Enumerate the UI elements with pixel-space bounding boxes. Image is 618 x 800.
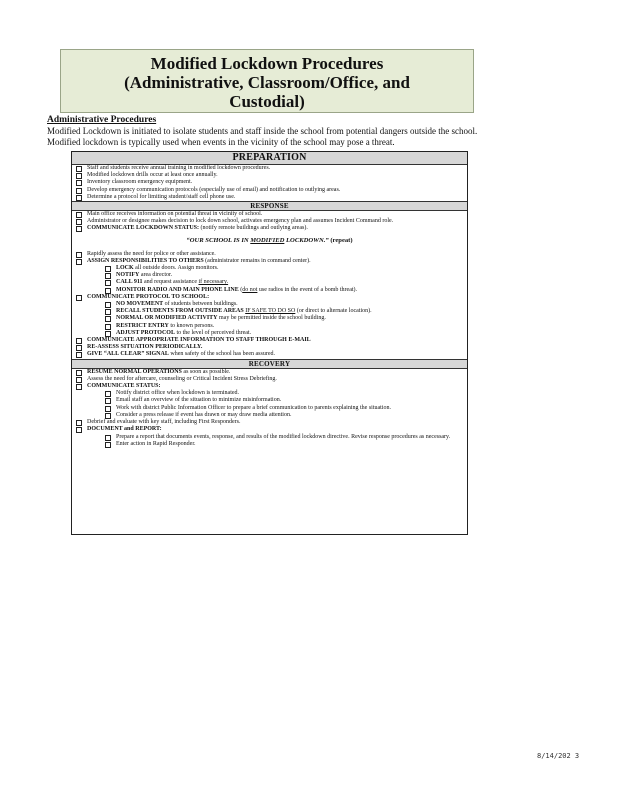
title-line-1: Modified Lockdown Procedures xyxy=(150,54,384,73)
checkbox-icon[interactable] xyxy=(105,413,111,419)
document-title xyxy=(60,49,474,113)
checkbox-icon[interactable] xyxy=(76,188,82,194)
list-item[interactable]: Prepare a report that documents events, response, and results of the modified lockdown directive. Revise response procedures as necessary. xyxy=(72,434,467,441)
procedures-table xyxy=(71,151,468,535)
checkbox-icon[interactable] xyxy=(76,352,82,358)
list-item[interactable]: Develop emergency communication protocols (especially use of email) and notification to outlying areas. xyxy=(72,187,467,194)
list-item[interactable]: ASSIGN RESPONSIBILITIES TO OTHERS (administrator remains in command center). xyxy=(72,258,467,265)
checkbox-icon[interactable] xyxy=(76,384,82,390)
list-item[interactable]: COMMUNICATE APPROPRIATE INFORMATION TO STAFF THROUGH E-MAIL xyxy=(72,337,467,344)
list-item[interactable]: GIVE “ALL CLEAR” SIGNAL when safety of the school has been assured. xyxy=(72,351,467,358)
checkbox-icon[interactable] xyxy=(76,252,82,258)
list-item[interactable]: CALL 911 and request assistance if necessary. xyxy=(72,279,467,286)
checkbox-icon[interactable] xyxy=(105,309,111,315)
footer-date: 8/14/202 3 xyxy=(537,752,580,760)
checkbox-icon[interactable] xyxy=(105,316,111,322)
list-item[interactable]: NOTIFY area director. xyxy=(72,272,467,279)
list-item[interactable]: DOCUMENT and REPORT: xyxy=(72,426,467,433)
list-item[interactable]: Assess the need for aftercare, counseling or Critical Incident Stress Debriefing. xyxy=(72,376,467,383)
list-item[interactable]: Work with district Public Information Officer to prepare a brief communication to parents explaining the situation. xyxy=(72,405,467,412)
list-item[interactable]: Email staff an overview of the situation to minimize misinformation. xyxy=(72,397,467,404)
intro-text: Modified Lockdown is initiated to isolate students and staff inside the school from potential dangers outside the school. Modified lockdown is typically used when events in the vicinity of the school may pose a threat. xyxy=(47,126,478,147)
title-line-3: Custodial) xyxy=(229,92,305,111)
list-item[interactable]: Administrator or designee makes decision to lock down school, activates emergency plan and assumes Incident Command role. xyxy=(72,218,467,225)
checkbox-icon[interactable] xyxy=(76,212,82,218)
checkbox-icon[interactable] xyxy=(76,195,82,201)
intro-heading: Administrative Procedures xyxy=(47,115,157,125)
list-item[interactable]: RE-ASSESS SITUATION PERIODICALLY. xyxy=(72,344,467,351)
preparation-header: PREPARATION xyxy=(72,152,467,165)
list-item[interactable]: NORMAL OR MODIFIED ACTIVITY may be permitted inside the school building. xyxy=(72,315,467,322)
checkbox-icon[interactable] xyxy=(76,345,82,351)
list-item[interactable]: COMMUNICATE LOCKDOWN STATUS: (notify remote buildings and outlying areas). xyxy=(72,225,467,232)
list-item[interactable]: Enter action in Rapid Responder. xyxy=(72,441,467,448)
checkbox-icon[interactable] xyxy=(105,398,111,404)
checkbox-icon[interactable] xyxy=(76,377,82,383)
lockdown-announcement: “OUR SCHOOL IS IN MODIFIED LOCKDOWN.” (repeat) xyxy=(186,236,353,244)
list-item[interactable]: Main office receives information on potential threat in vicinity of school. xyxy=(72,211,467,218)
list-item[interactable]: Debrief and evaluate with key staff, including First Responders. xyxy=(72,419,467,426)
checkbox-icon[interactable] xyxy=(76,219,82,225)
checkbox-icon[interactable] xyxy=(105,331,111,337)
list-item[interactable]: Consider a press release if event has drawn or may draw media attention. xyxy=(72,412,467,419)
list-item[interactable]: COMMUNICATE STATUS: xyxy=(72,383,467,390)
checkbox-icon[interactable] xyxy=(105,406,111,412)
list-item[interactable]: RESTRICT ENTRY to known persons. xyxy=(72,323,467,330)
checkbox-icon[interactable] xyxy=(76,420,82,426)
checkbox-icon[interactable] xyxy=(105,288,111,294)
list-item[interactable]: Notify district office when lockdown is terminated. xyxy=(72,390,467,397)
checkbox-icon[interactable] xyxy=(105,273,111,279)
list-item[interactable]: RESUME NORMAL OPERATIONS as soon as possible. xyxy=(72,369,467,376)
list-item[interactable]: COMMUNICATE PROTOCOL TO SCHOOL: xyxy=(72,294,467,301)
list-item[interactable]: Staff and students receive annual training in modified lockdown procedures. xyxy=(72,165,467,172)
checkbox-icon[interactable] xyxy=(105,280,111,286)
checkbox-icon[interactable] xyxy=(76,259,82,265)
list-item[interactable]: Inventory classroom emergency equipment. xyxy=(72,179,467,186)
checkbox-icon[interactable] xyxy=(76,338,82,344)
list-item[interactable]: ADJUST PROTOCOL to the level of perceived threat. xyxy=(72,330,467,337)
checkbox-icon[interactable] xyxy=(105,324,111,330)
list-item[interactable]: NO MOVEMENT of students between buildings. xyxy=(72,301,467,308)
checkbox-icon[interactable] xyxy=(105,391,111,397)
checkbox-icon[interactable] xyxy=(76,427,82,433)
list-item[interactable]: RECALL STUDENTS FROM OUTSIDE AREAS IF SAFE TO DO SO (or direct to alternate location). xyxy=(72,308,467,315)
list-item[interactable]: LOCK all outside doors. Assign monitors. xyxy=(72,265,467,272)
checkbox-icon[interactable] xyxy=(105,442,111,448)
recovery-header: RECOVERY xyxy=(72,359,467,369)
checkbox-icon[interactable] xyxy=(105,435,111,441)
checkbox-icon[interactable] xyxy=(76,226,82,232)
checkbox-icon[interactable] xyxy=(76,180,82,186)
checkbox-icon[interactable] xyxy=(105,266,111,272)
list-item[interactable]: MONITOR RADIO AND MAIN PHONE LINE (do not use radios in the event of a bomb threat). xyxy=(72,287,467,294)
checkbox-icon[interactable] xyxy=(76,370,82,376)
checkbox-icon[interactable] xyxy=(76,173,82,179)
intro-block xyxy=(47,115,487,147)
list-item[interactable]: Determine a protocol for limiting student/staff cell phone use. xyxy=(72,194,467,201)
checkbox-icon[interactable] xyxy=(105,302,111,308)
checkbox-icon[interactable] xyxy=(76,295,82,301)
checkbox-icon[interactable] xyxy=(76,166,82,172)
response-header: RESPONSE xyxy=(72,201,467,211)
title-line-2: (Administrative, Classroom/Office, and xyxy=(124,73,410,92)
list-item[interactable]: Modified lockdown drills occur at least once annually. xyxy=(72,172,467,179)
list-item[interactable]: Rapidly assess the need for police or other assistance. xyxy=(72,251,467,258)
